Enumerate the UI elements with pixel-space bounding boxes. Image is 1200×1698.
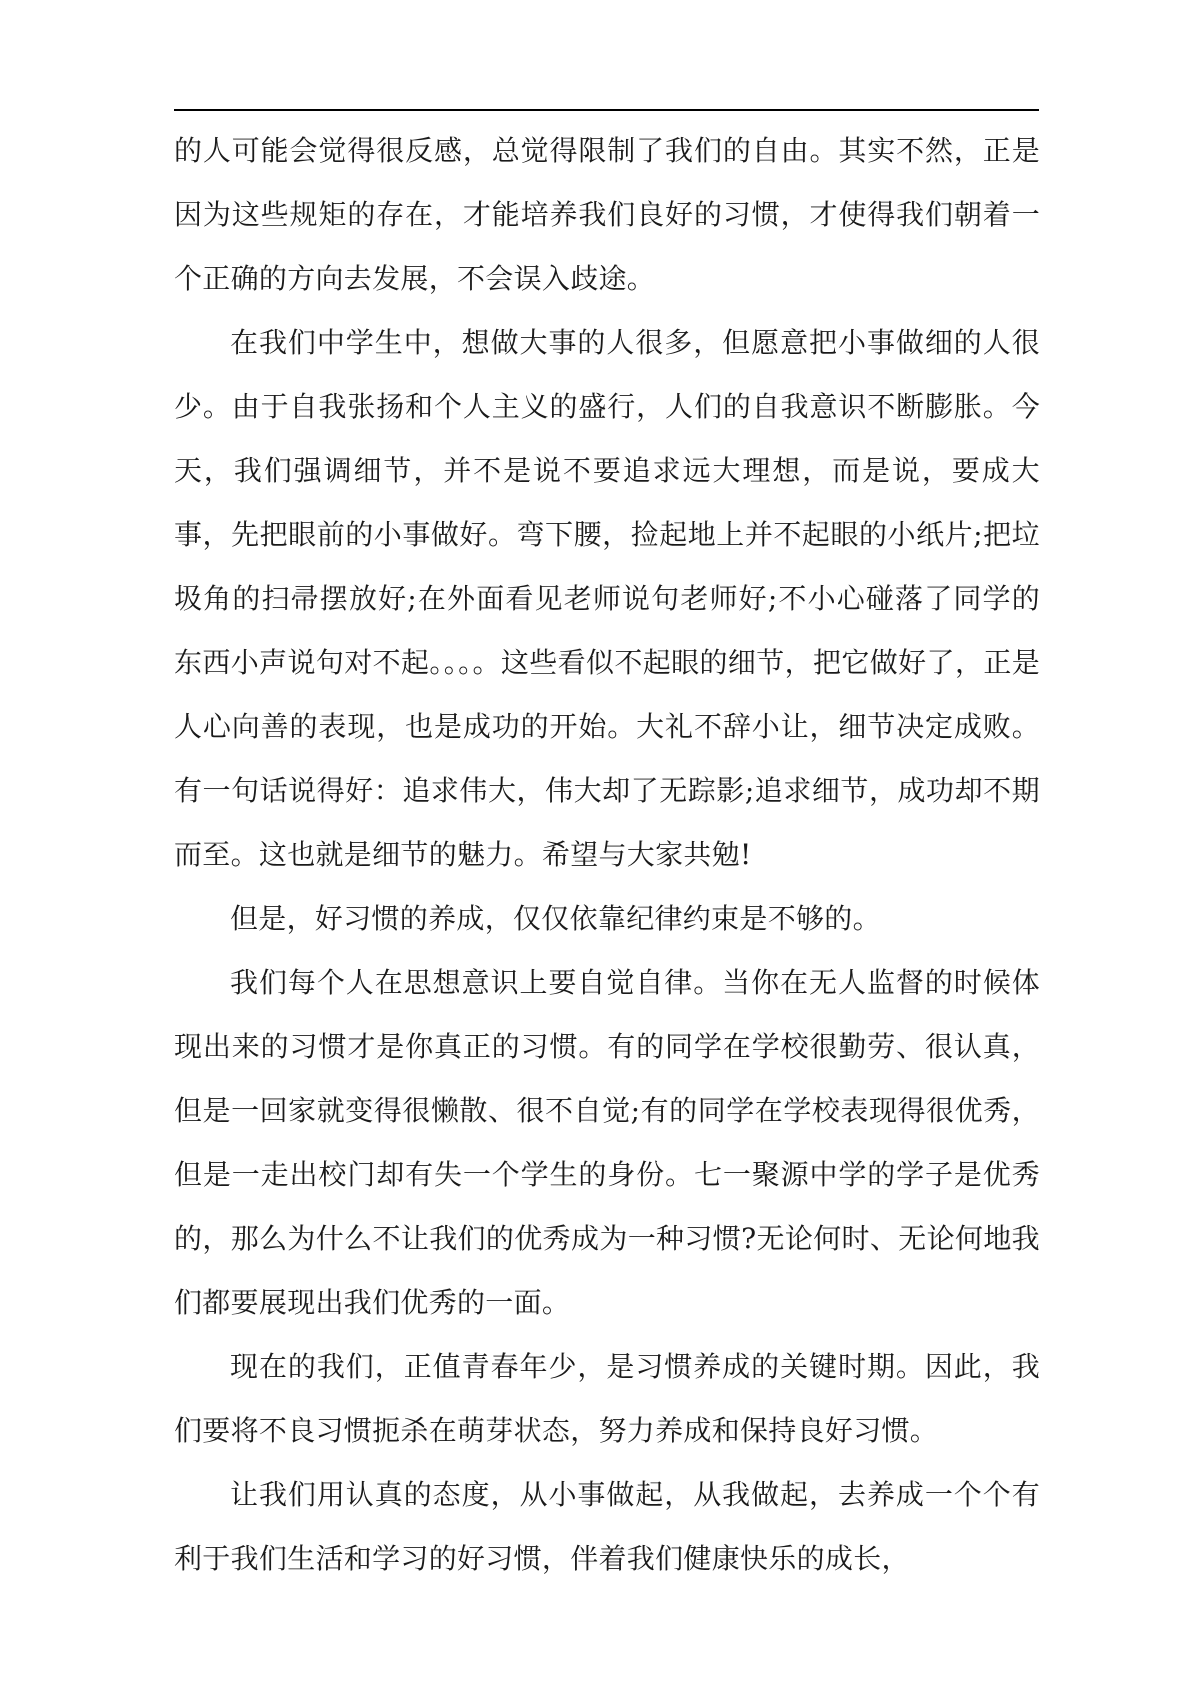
paragraph-4: 我们每个人在思想意识上要自觉自律。当你在无人监督的时候体现出来的习惯才是你真正的习惯。有的同学在学校很勤劳、很认真，但是一回家就变得很懒散、很不自觉;有的同学在学校表现得很优秀，但是一走出校门却有失一个学生的身份。七一聚源中学的学子是优秀的，那么为什么不让我们的优秀成为一种习惯?无论何时、无论何地我们都要展现出我们优秀的一面。 xyxy=(174,966,1040,1319)
header-rule xyxy=(174,109,1039,111)
paragraph-3: 但是，好习惯的养成，仅仅依靠纪律约束是不够的。 xyxy=(230,902,881,935)
paragraph-2: 在我们中学生中，想做大事的人很多，但愿意把小事做细的人很少。由于自我张扬和个人主义的盛行，人们的自我意识不断膨胀。今天，我们强调细节，并不是说不要追求远大理想，而是说，要成大事，先把眼前的小事做好。弯下腰，捡起地上并不起眼的小纸片;把垃圾角的扫帚摆放好;在外面看见老师说句老师好;不小心碰落了同学的东西小声说句对不起。。。。这些看似不起眼的细节，把它做好了，正是人心向善的表现，也是成功的开始。大礼不辞小让，细节决定成败。有一句话说得好：追求伟大，伟大却了无踪影;追求细节，成功却不期而至。这也就是细节的魅力。希望与大家共勉! xyxy=(174,326,1040,871)
paragraph-5: 现在的我们，正值青春年少，是习惯养成的关键时期。因此，我们要将不良习惯扼杀在萌芽状态，努力养成和保持良好习惯。 xyxy=(174,1350,1040,1447)
document-body xyxy=(174,119,1040,1591)
paragraph-6: 让我们用认真的态度，从小事做起，从我做起，去养成一个个有利于我们生活和学习的好习惯，伴着我们健康快乐的成长， xyxy=(174,1478,1040,1575)
paragraph-1: 的人可能会觉得很反感，总觉得限制了我们的自由。其实不然，正是因为这些规矩的存在，才能培养我们良好的习惯，才使得我们朝着一个正确的方向去发展，不会误入歧途。 xyxy=(174,134,1040,295)
